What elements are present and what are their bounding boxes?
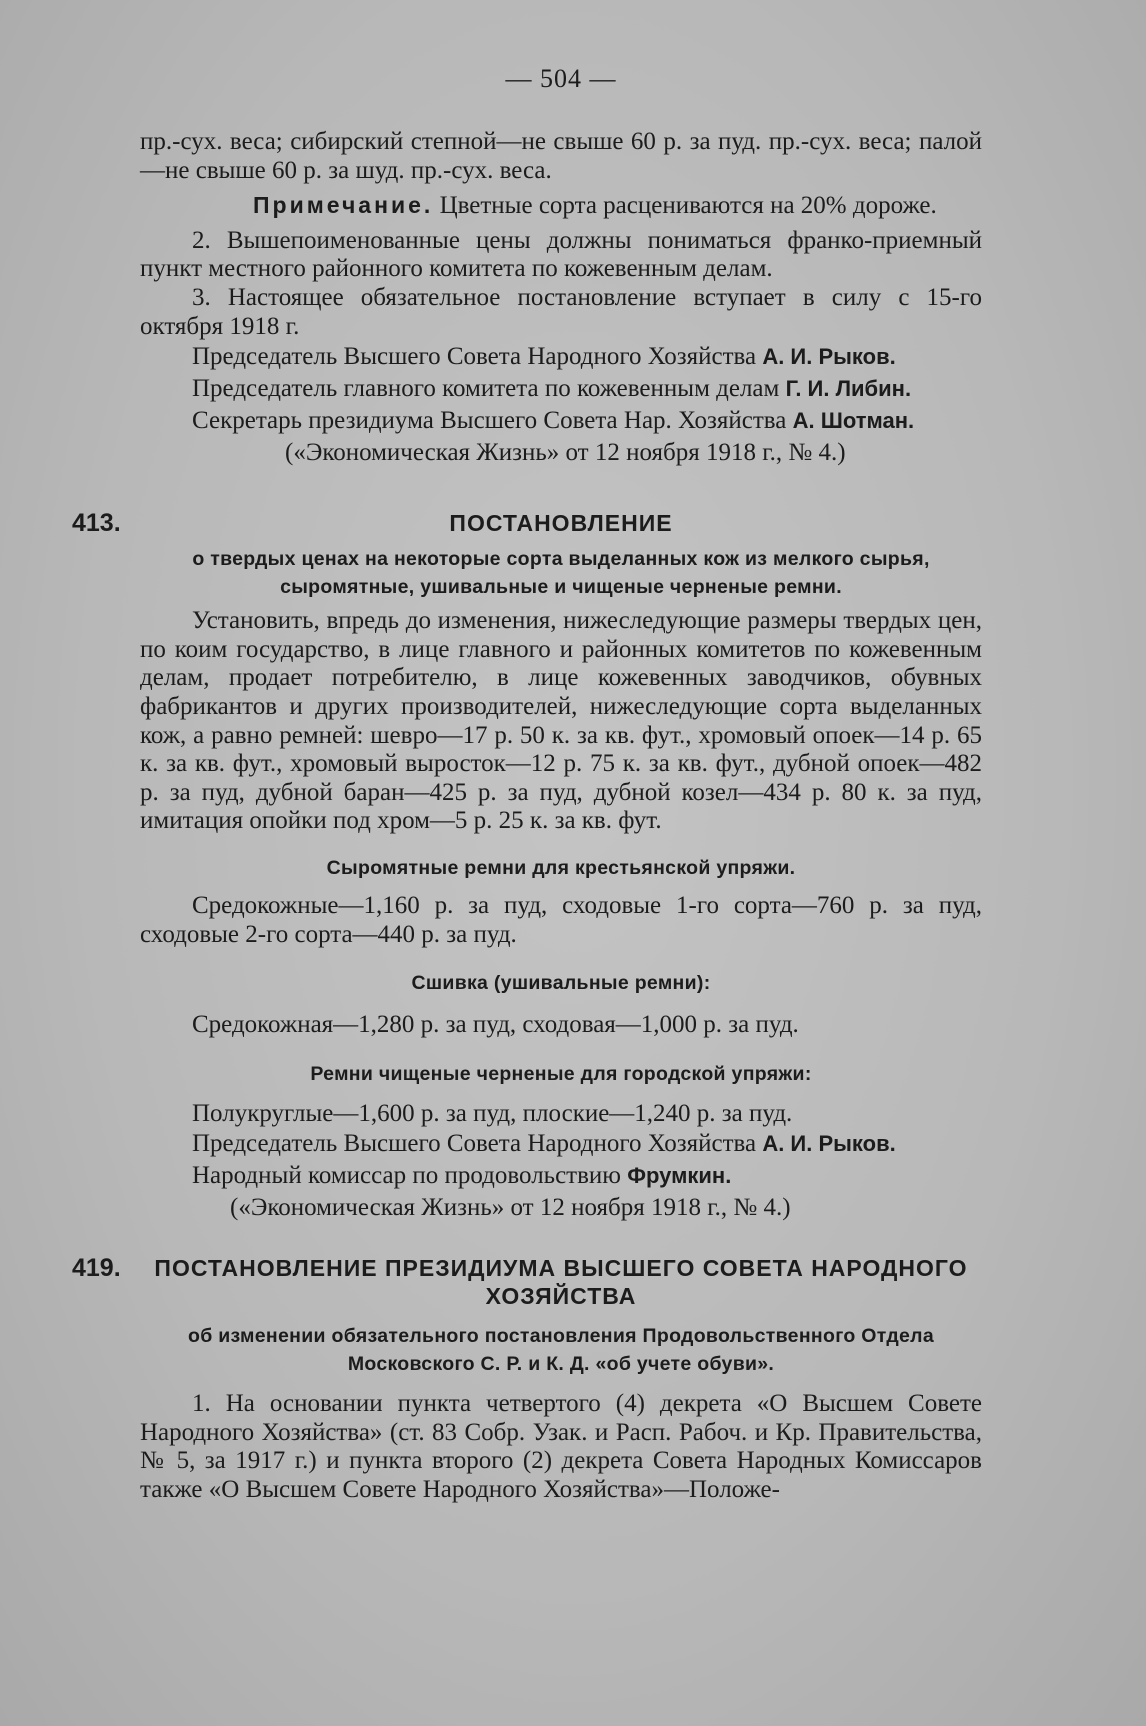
signature-role: Председатель главного комитета по кожевенным делам	[192, 375, 780, 403]
rawhide-straps-prices: Средокожные—1,160 р. за пуд, сходовые 1-го сорта—760 р. за пуд, сходовые 2-го сорта—440 р. за пуд.	[140, 891, 982, 948]
subheading-stitching: Сшивка (ушивальные ремни):	[411, 972, 711, 995]
note-text: Цветные сорта расцениваются на 20% дороже.	[439, 192, 937, 220]
section-body: Установить, впредь до изменения, нижеследующие размеры твердых цен, по коим государство, в лице главного и районных комитетов по кожевенным делам, продает потребителю, в лице кожевенных заводчиков, обувных фабрикантов и других производителей, нижеследующие сорта выделанных кож, а равно ремней: шевро—17 р. 50 к. за кв. фут., хромовый опоек—14 р. 65 к. за кв. фут., хромовый выросток—12 р. 75 к. за кв. фут., дубной опоек—482 р. за пуд, дубной баран—425 р. за пуд, дубной козел—434 р. 80 к. за пуд, имитация опойки под хром—5 р. 25 к. за кв. фут.	[140, 607, 982, 835]
signature-line	[192, 1128, 982, 1160]
signature-line	[192, 341, 982, 373]
intro-paragraph-2: 2. Вышепоименованные цены должны пониматься франко-приемный пункт местного районного комитета по кожевенным делам.	[140, 226, 982, 283]
section-body: 1. На основании пункта четвертого (4) декрета «О Высшем Совете Народного Хозяйства» (ст. 83 Собр. Узак. и Расп. Рабоч. и Кр. Правительства, № 5, за 1917 г.) и пункта второго (2) декрета Совета Народных Комиссаров также «О Высшем Совете Народного Хозяйства»—Положе-	[140, 1390, 982, 1504]
section-number: 419.	[72, 1254, 121, 1283]
subheading-city-harness: Ремни чищеные черненые для городской упряжи:	[310, 1062, 812, 1085]
signature-role: Председатель Высшего Совета Народного Хозяйства	[192, 343, 757, 371]
signature-role: Народный комиссар по продовольствию	[192, 1162, 621, 1190]
note-label: Примечание.	[253, 192, 434, 219]
intro-paragraph-3: 3. Настоящее обязательное постановление вступает в силу с 15-го октября 1918 г.	[140, 283, 982, 340]
section-title: ПОСТАНОВЛЕНИЕ	[449, 510, 673, 537]
source-citation: («Экономическая Жизнь» от 12 ноября 1918 г., № 4.)	[285, 439, 846, 467]
intro-paragraph-1: пр.-сух. веса; сибирский степной—не свыше 60 р. за пуд. пр.-сух. веса; палой—не свыше 60 р. за шуд. пр.-сух. веса.	[140, 128, 982, 184]
city-harness-prices: Полукруглые—1,600 р. за пуд, плоские—1,240 р. за пуд.	[192, 1099, 793, 1127]
signature-name: А. Шотман.	[792, 408, 915, 434]
signature-role: Секретарь президиума Высшего Совета Нар. Хозяйства	[192, 407, 787, 435]
section-413	[72, 509, 982, 1224]
section-419	[72, 1254, 982, 1504]
section-subtitle: о твердых ценах на некоторые сорта выделанных кож из мелкого сырья, сыромятные, ушивальные и чищеные черненые ремни.	[192, 548, 930, 599]
section-number: 413.	[72, 509, 121, 538]
content	[72, 64, 982, 1505]
signature-name: А. И. Рыков.	[762, 1131, 896, 1157]
signature-role: Председатель Высшего Совета Народного Хозяйства	[192, 1130, 757, 1158]
page-number: — 504 —	[505, 64, 617, 93]
signature-name: А. И. Рыков.	[762, 344, 896, 370]
signature-name: Г. И. Либин.	[785, 376, 912, 402]
signature-line	[192, 373, 982, 405]
subheading-rawhide-straps: Сыромятные ремни для крестьянской упряжи.	[326, 856, 796, 879]
signature-line	[192, 1160, 982, 1192]
signature-name: Фрумкин.	[627, 1163, 732, 1189]
signature-line	[192, 405, 982, 437]
stitching-prices: Средокожная—1,280 р. за пуд, сходовая—1,000 р. за пуд.	[192, 1011, 799, 1039]
note	[253, 191, 982, 221]
section-title: ПОСТАНОВЛЕНИЕ ПРЕЗИДИУМА ВЫСШЕГО СОВЕТА НАРОДНОГО ХОЗЯЙСТВА	[154, 1255, 968, 1310]
section-subtitle: об изменении обязательного постановления Продовольственного Отдела Московского С. Р. и К. Д. «об учете обуви».	[187, 1325, 935, 1376]
source-citation: («Экономическая Жизнь» от 12 ноября 1918 г., № 4.)	[230, 1194, 791, 1222]
